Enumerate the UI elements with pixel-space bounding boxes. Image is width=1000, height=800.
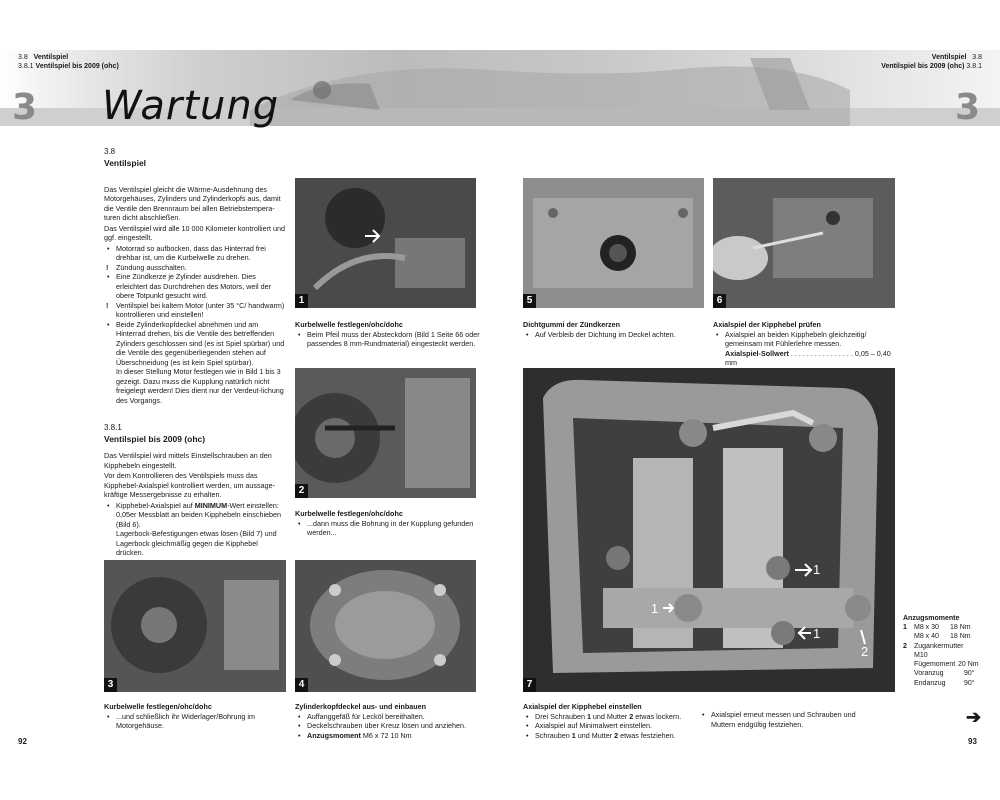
caption-4: [295, 702, 495, 740]
torque-label: Voranzug: [914, 670, 944, 678]
torque-label: M8 x 40: [914, 633, 939, 641]
photo-7-label: 2: [861, 644, 869, 659]
photo-2: [295, 368, 476, 498]
warning-text: Ventilspiel bei kaltem Motor (unter 35 °C/ handwarm) kontrollieren und einstellen!: [116, 300, 285, 320]
torque-label: Endanzug: [914, 679, 946, 687]
spec-line: [713, 349, 903, 368]
caption-item: • Auf Verbleib der Dichtung im Deckel achten.: [523, 330, 708, 340]
torque-row: [903, 679, 983, 688]
caption-title: Zylinderkopfdeckel aus- und einbauen: [295, 702, 426, 711]
caption-item: [523, 712, 703, 722]
torque-row: [903, 642, 983, 651]
spec-label: Axialspiel-Sollwert: [725, 348, 789, 358]
caption-bold: Anzugsmoment: [307, 730, 361, 740]
caption-text: Schrauben: [535, 730, 572, 740]
photo-6: [713, 178, 895, 308]
list-item: • Motorrad so aufbocken, dass das Hinterrad frei drehbar ist, um die Kurbelwelle zu drehen.: [104, 244, 286, 263]
caption-title: Axialspiel der Kipphebel prüfen: [713, 320, 821, 329]
caption-title: Dichtgummi der Zündkerzen: [523, 320, 621, 329]
torque-label: Fügemoment: [914, 661, 956, 669]
caption-text: etwas festziehen.: [618, 730, 676, 740]
caption-item: [523, 731, 703, 741]
page-number-left: 92: [18, 737, 27, 746]
caption-item: • Axialspiel auf Minimalwert einstellen.: [523, 721, 703, 731]
caption-item: • ...dann muss die Bohrung in der Kupplung gefunden werden...: [295, 519, 480, 538]
caption-item: • Axialspiel erneut messen und Schrauben und Muttern endgültig festziehen.: [699, 710, 869, 729]
paragraph: Das Ventilspiel wird mittels Einstellschrauben an den Kipphebeln eingestellt.: [104, 451, 272, 470]
caption-text: und Mutter: [590, 711, 630, 721]
torque-value: 90°: [964, 679, 975, 687]
torque-title: Anzugsmomente: [903, 615, 960, 622]
torque-label: Zugankermutter: [914, 642, 964, 650]
warning-item: [104, 301, 286, 320]
left-text-column: [104, 147, 286, 569]
photo-number: 5: [523, 294, 536, 308]
chapter-title: Wartung: [102, 83, 280, 129]
subsection-title: Ventilspiel bis 2009 (ohc): [104, 433, 206, 444]
caption-title: Kurbelwelle festlegen/ohc/dohc: [295, 320, 403, 329]
caption-bold: 2: [629, 711, 634, 721]
caption-text: M6 x 72 10 Nm: [360, 730, 412, 740]
photo-7-label: 1: [813, 562, 821, 577]
torque-label: M10: [914, 651, 928, 659]
spec-dots: . . . . . . . . . . . . . . . .: [788, 348, 855, 358]
section-title: Ventilspiel: [104, 157, 147, 168]
photo-number: 6: [713, 294, 726, 308]
paragraph: Lagerbock-Befestigungen etwas lösen (Bild 7) und Lagerbock gleichmäßig gegen die Kipphebel drücken.: [116, 529, 277, 558]
caption-text: etwas lockern.: [633, 711, 682, 721]
torque-value: 18 Nm: [950, 633, 971, 641]
warning-icon: !: [106, 262, 109, 272]
section-number: 3.8: [104, 147, 116, 156]
list-text: -Wert einstellen: 0,05er Messblatt an beiden Kipphebeln einschieben (Bild 6).: [116, 500, 282, 529]
header-title: Ventilspiel: [33, 54, 69, 61]
caption-text: Drei Schrauben: [535, 711, 587, 721]
paragraph: Das Ventilspiel gleicht die Wärme-Ausdehnung des Motorgehäuses, Zylinders und Zylinderkopfs aus, damit die Ventile den Brennraum bei allen Betriebstempera-turen dicht abschließen.: [104, 184, 281, 223]
photo-number: 3: [104, 678, 117, 692]
header-num: 3.8.1: [18, 62, 34, 70]
torque-row: [903, 651, 983, 660]
torque-value: 90°: [964, 670, 975, 678]
running-header-right: [881, 54, 982, 72]
photo-4: [295, 560, 476, 692]
header-num: 3.8: [18, 54, 28, 61]
photo-number: 4: [295, 678, 308, 692]
torque-row: [903, 623, 983, 632]
caption-item: [295, 731, 495, 741]
caption-title: Kurbelwelle festlegen/ohc/dohc: [295, 509, 403, 518]
torque-index: 2: [903, 642, 907, 650]
photo-7-label: 1: [813, 626, 821, 641]
photo-number: 7: [523, 678, 536, 692]
chapter-number-right: 3: [954, 87, 980, 128]
torque-label: M8 x 30: [914, 624, 939, 632]
header-title: Ventilspiel bis 2009 (ohc): [881, 62, 965, 70]
photo-3: [104, 560, 286, 692]
torque-value: 18 Nm: [950, 624, 971, 632]
caption-7: [523, 702, 703, 740]
chapter-number-left: 3: [12, 87, 38, 128]
torque-row: [903, 660, 983, 669]
page-number-right: 93: [968, 737, 977, 746]
caption-7-extra: [699, 710, 869, 729]
list-item: • Beide Zylinderkopfdeckel abnehmen und am Hinterrad drehen, bis die Ventile des betreffenden Zylinders geschlossen sind (es ist Spiel spürbar) und die Ventile des gegenüberliegenden stehen auf Überschneidung (es ist kein Spiel spürbar).: [104, 320, 286, 368]
torque-value: 20 Nm: [958, 661, 979, 669]
torque-table: [903, 614, 983, 688]
next-page-arrow-icon[interactable]: ➔: [966, 707, 982, 727]
list-item: [104, 501, 286, 530]
warning-icon: !: [106, 300, 109, 310]
caption-6: [713, 320, 903, 368]
running-header-left: [18, 54, 119, 72]
list-text: Kipphebel-Axialspiel auf: [116, 500, 195, 510]
warning-item: [104, 263, 286, 273]
list-text-bold: MINIMUM: [194, 500, 228, 510]
photo-7: [523, 368, 895, 692]
photo-1: [295, 178, 476, 308]
header-num: 3.8: [972, 54, 982, 61]
caption-bold: 1: [571, 730, 576, 740]
subsection-number: 3.8.1: [104, 423, 122, 433]
caption-title: Axialspiel der Kipphebel einstellen: [523, 702, 642, 711]
caption-item: • Deckelschrauben über Kreuz lösen und anziehen.: [295, 721, 495, 731]
caption-3: [104, 702, 289, 731]
paragraph: Vor dem Kontrollieren des Ventilspiels muss das Kipphebel-Axialspiel kontrolliert werden, um aussage-kräftige Messergebnisse zu erhalten.: [104, 471, 275, 500]
caption-1: [295, 320, 480, 349]
photo-number: 2: [295, 484, 308, 498]
caption-2: [295, 509, 480, 538]
caption-item: • Axialspiel an beiden Kipphebeln gleichzeitig/ gemeinsam mit Fühlerlehre messen.: [713, 330, 903, 349]
caption-item: • ...und schließlich ihr Widerlager/Bohrung im Motorgehäuse.: [104, 712, 289, 731]
header-num: 3.8.1: [966, 62, 982, 70]
paragraph: Das Ventilspiel wird alle 10 000 Kilometer kontrolliert und ggf. eingestellt.: [104, 223, 285, 243]
list-item: • Eine Zündkerze je Zylinder ausdrehen. Dies erleichtert das Durchdrehen des Motors, weil der obere Totpunkt gesucht wird.: [104, 272, 286, 301]
header-title: Ventilspiel: [931, 54, 967, 61]
caption-item: • Beim Pfeil muss der Absteckdorn (Bild 1 Seite 66 oder passendes 8 mm-Rundmaterial) eingesteckt werden.: [295, 330, 480, 349]
torque-row: [903, 632, 983, 641]
caption-item: • Auffanggefäß für Lecköl bereithalten.: [295, 712, 495, 722]
warning-text: Zündung ausschalten.: [116, 262, 187, 272]
caption-title: Kurbelwelle festlegen/ohc/dohc: [104, 702, 212, 711]
torque-index: 1: [903, 624, 907, 632]
torque-row: [903, 669, 983, 678]
photo-number: 1: [295, 294, 308, 308]
caption-5: [523, 320, 708, 339]
photo-7-label: 1: [651, 601, 659, 616]
photo-5: [523, 178, 704, 308]
caption-bold: 1: [586, 711, 591, 721]
caption-text: und Mutter: [575, 730, 615, 740]
caption-bold: 2: [614, 730, 619, 740]
motorcycle-header-image: [230, 50, 870, 126]
header-title: Ventilspiel bis 2009 (ohc): [35, 62, 119, 70]
spec-value: 0,05 – 0,40 mm: [725, 348, 891, 367]
paragraph: In dieser Stellung Motor festlegen wie in Bild 1 bis 3 gezeigt. Dazu muss die Kupplung natürlich nicht freigelegt werden! Dies dient nur der Verdeut-lichung des Vorgangs.: [116, 367, 284, 405]
